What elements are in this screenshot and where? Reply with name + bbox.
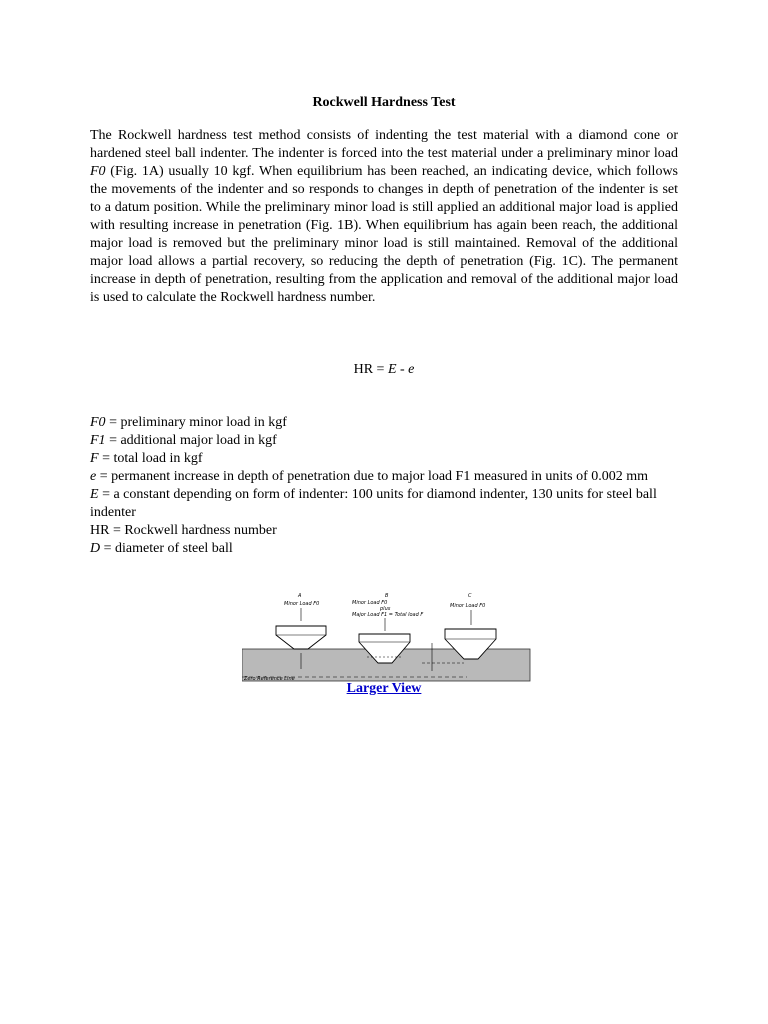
definition-text: = preliminary minor load in kgf bbox=[105, 415, 287, 430]
definition-symbol: E bbox=[90, 487, 99, 502]
symbol-f0: F0 bbox=[90, 164, 106, 179]
definition-item bbox=[90, 450, 678, 468]
definition-text: HR = Rockwell hardness number bbox=[90, 523, 277, 538]
figure-caption-b1: Minor Load F0 bbox=[352, 600, 388, 606]
figure-label-a: A bbox=[298, 593, 302, 599]
definition-text: = additional major load in kgf bbox=[105, 433, 277, 448]
figure-caption-b2: plus bbox=[380, 606, 391, 612]
definition-item bbox=[90, 540, 678, 558]
figure-label-b: B bbox=[385, 593, 389, 599]
larger-view-container bbox=[90, 680, 678, 698]
formula-e: e bbox=[408, 362, 415, 377]
definition-item bbox=[90, 414, 678, 432]
definition-item bbox=[90, 486, 678, 522]
formula-op: - bbox=[396, 362, 409, 377]
definition-text: = diameter of steel ball bbox=[100, 541, 233, 556]
definitions-list bbox=[90, 414, 678, 558]
definition-text: = total load in kgf bbox=[98, 451, 203, 466]
definition-item bbox=[90, 522, 678, 540]
page-title: Rockwell Hardness Test bbox=[312, 95, 456, 110]
definition-item bbox=[90, 432, 678, 450]
formula-E: E bbox=[387, 362, 397, 377]
definition-symbol: e bbox=[90, 469, 97, 484]
larger-view-link[interactable]: Larger View bbox=[346, 681, 422, 696]
body-paragraph bbox=[90, 127, 678, 307]
indentation-figure bbox=[242, 591, 532, 683]
definition-item bbox=[90, 468, 678, 486]
definition-symbol: F0 bbox=[90, 415, 106, 430]
figure-caption-b3: Major Load F1 = Total load F bbox=[352, 612, 424, 618]
figure-caption-c: Minor Load F0 bbox=[450, 603, 486, 609]
indenter-a bbox=[276, 626, 326, 649]
paragraph-text-2: (Fig. 1A) usually 10 kgf. When equilibrium has been reached, an indicating device, which follows the movements of the indenter and so responds to changes in depth of penetration of the indenter is set to a datum position. While the preliminary minor load is still applied an additional major load is applied with resulting increase in penetration (Fig. 1B). When equilibrium has again been reach, the additional major load is removed but the preliminary minor load is still maintained. Removal of the additional major load allows a partial recovery, so reducing the depth of penetration (Fig. 1C). The permanent increase in depth of penetration, resulting from the application and removal of the additional major load is used to calculate the Rockwell hardness number. bbox=[90, 164, 678, 305]
definition-text: = a constant depending on form of indenter: 100 units for diamond indenter, 130 units for steel ball indenter bbox=[90, 487, 657, 520]
indentation-diagram bbox=[242, 591, 532, 683]
figure-label-c: C bbox=[468, 593, 472, 599]
hardness-formula bbox=[90, 361, 678, 379]
definition-symbol: F bbox=[90, 451, 99, 466]
definition-symbol: F1 bbox=[90, 433, 106, 448]
definition-text: = permanent increase in depth of penetration due to major load F1 measured in units of 0.002 mm bbox=[96, 469, 649, 484]
paragraph-text-1: The Rockwell hardness test method consists of indenting the test material with a diamond cone or hardened steel ball indenter. The indenter is forced into the test material under a preliminary minor load bbox=[90, 128, 678, 161]
definition-symbol: D bbox=[90, 541, 101, 556]
zero-reference-label: Zero Reference Line bbox=[244, 676, 295, 682]
formula-lhs: HR = bbox=[353, 362, 388, 377]
figure-caption-a: Minor Load F0 bbox=[284, 601, 320, 607]
